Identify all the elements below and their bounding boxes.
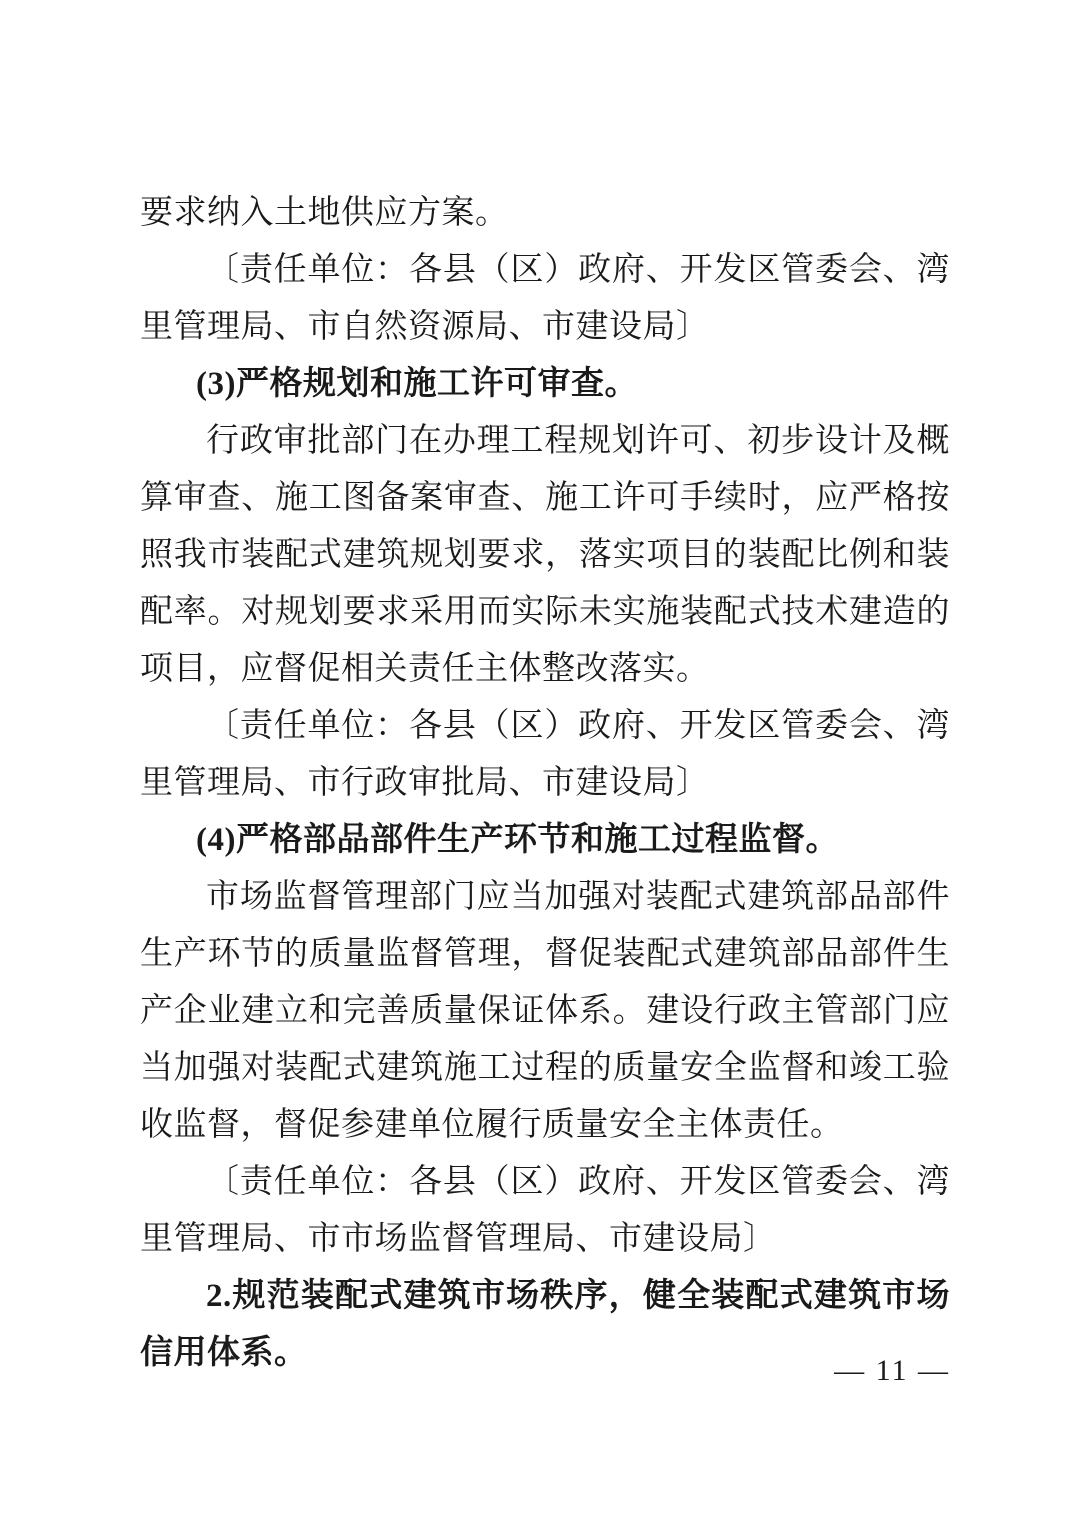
section-heading-4: (4)严格部品部件生产环节和施工过程监督。 <box>196 822 839 858</box>
section-body-3: 行政审批部门在办理工程规划许可、初步设计及概算审查、施工图备案审查、施工许可手续时，应严格按照我市装配式建筑规划要求，落实项目的装配比例和装配率。对规划要求采用而实际未实施装配式技术建造的项目，应督促相关责任主体整改落实。 <box>140 423 950 687</box>
responsible-units-2: 〔责任单位：各县（区）政府、开发区管委会、湾里管理局、市行政审批局、市建设局〕 <box>140 708 950 801</box>
section-heading-3: (3)严格规划和施工许可审查。 <box>196 366 638 402</box>
section-body-4: 市场监督管理部门应当加强对装配式建筑部品部件生产环节的质量监督管理，督促装配式建筑部品部件生产企业建立和完善质量保证体系。建设行政主管部门应当加强对装配式建筑施工过程的质量安全监督和竣工验收监督，督促参建单位履行质量安全主体责任。 <box>140 879 950 1143</box>
responsible-units-1: 〔责任单位：各县（区）政府、开发区管委会、湾里管理局、市自然资源局、市建设局〕 <box>140 252 950 345</box>
section-heading-2: 2.规范装配式建筑市场秩序，健全装配式建筑市场信用体系。 <box>140 1278 950 1371</box>
paragraph-continuation: 要求纳入土地供应方案。 <box>140 195 509 231</box>
responsible-units-3: 〔责任单位：各县（区）政府、开发区管委会、湾里管理局、市市场监督管理局、市建设局〕 <box>140 1164 950 1257</box>
page-number: — 11 — <box>834 1354 950 1387</box>
